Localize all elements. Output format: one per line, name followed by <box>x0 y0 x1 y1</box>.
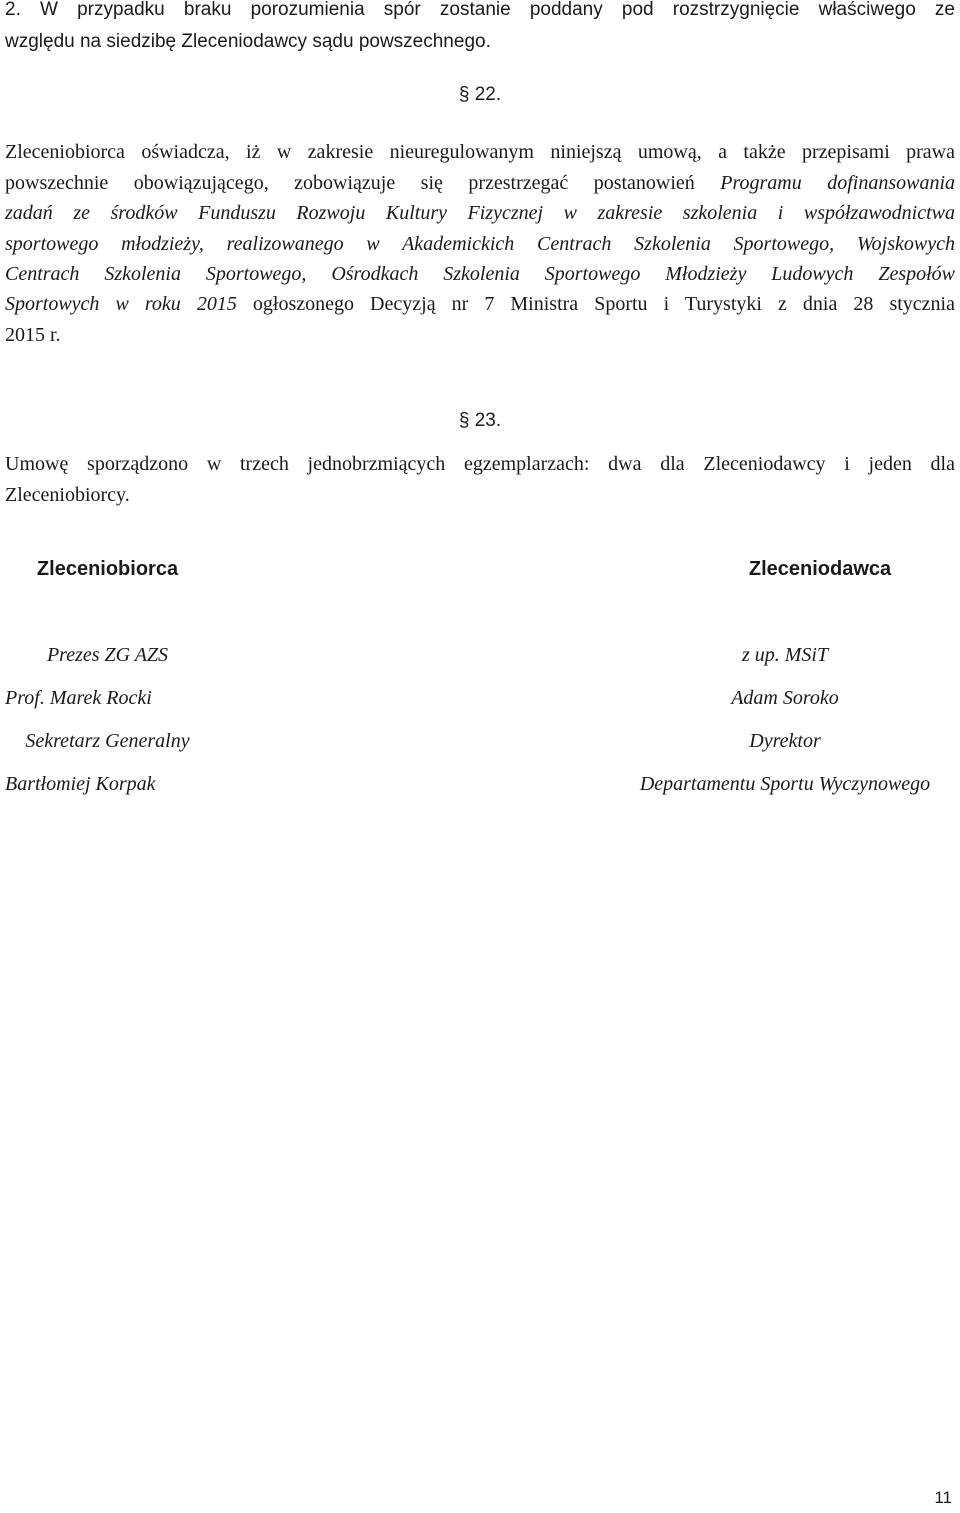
section-23-line-1: Umowę sporządzono w trzech jednobrzmiących egzemplarzach: dwa dla Zleceniodawcy i jeden dla <box>5 453 955 475</box>
program-title-end: Sportowych w roku 2015 <box>5 293 237 315</box>
section-22-line-1: Zleceniobiorca oświadcza, iż w zakresie nieuregulowanym niniejszą umową, a także przepisami prawa <box>5 141 955 163</box>
section-23-line-2: Zleceniobiorcy. <box>5 484 130 506</box>
section-23-heading: § 23. <box>458 410 502 431</box>
right-signatory-line-2: Adam Soroko <box>731 687 839 709</box>
section-22-line-2 <box>5 171 955 195</box>
section-22-line-2a: powszechnie obowiązującego, zobowiązuje się przestrzegać postanowień <box>5 172 721 194</box>
right-signatory-line-1: z up. MSiT <box>741 644 829 666</box>
section-22-line-5: Centrach Szkolenia Sportowego, Ośrodkach Szkolenia Sportowego Młodzieży Ludowych Zespołów <box>5 263 955 285</box>
section-22-heading: § 22. <box>458 84 502 105</box>
section-22-line-7: 2015 r. <box>5 324 61 346</box>
section-22-line-6b: ogłoszonego Decyzją nr 7 Ministra Sportu i Turystyki z dnia 28 stycznia <box>236 293 955 315</box>
left-signatory-line-4: Bartłomiej Korpak <box>5 773 156 795</box>
item-2-line-2: względu na siedzibę Zleceniodawcy sądu powszechnego. <box>5 31 491 52</box>
section-22-line-6 <box>5 292 955 316</box>
left-signatory-line-1: Prezes ZG AZS <box>46 644 169 666</box>
left-party-heading: Zleceniobiorca <box>36 558 179 580</box>
item-2-line-1: 2. W przypadku braku porozumienia spór zostanie poddany pod rozstrzygnięcie właściwego ze <box>5 0 955 20</box>
section-22-line-4: sportowego młodzieży, realizowanego w Akademickich Centrach Szkolenia Sportowego, Wojskowych <box>5 233 955 255</box>
program-title-start: Programu dofinansowania <box>720 172 955 194</box>
page-number: 11 <box>934 1488 952 1507</box>
section-22-line-3: zadań ze środków Funduszu Rozwoju Kultury Fizycznej w zakresie szkolenia i współzawodnictwa <box>5 202 955 224</box>
right-party-heading: Zleceniodawca <box>748 558 892 580</box>
right-signatory-line-3: Dyrektor <box>749 730 821 752</box>
right-signatory-line-4: Departamentu Sportu Wyczynowego <box>639 773 931 795</box>
left-signatory-line-3: Sekretarz Generalny <box>25 730 190 752</box>
left-signatory-line-2: Prof. Marek Rocki <box>5 687 152 709</box>
